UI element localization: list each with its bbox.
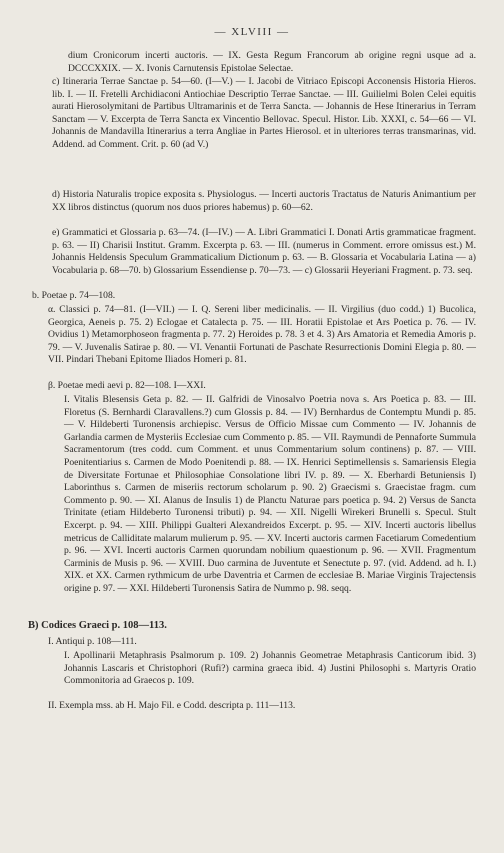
entry-exempla: II. Exempla mss. ab H. Majo Fil. e Codd. descripta p. 111—113. [48, 700, 296, 711]
entry-apollinarii: I. Apollinarii Metaphrasis Psalmorum p. 109. 2) Johannis Geometrae Metaphrasis Canticorum ibid. 3) Johannis Lascaris et Christophori (Rufi?) carmina graeca ibid. 4) Justini Philosophi s. Martyris Oratio Commonitoria ad Graecos p. 109. [64, 650, 476, 687]
section-poetae-medii-aevi: β. Poetae medi aevi p. 82—108. I—XXI. [48, 380, 206, 391]
entry-cronica: dium Cronicorum incerti auctoris. — IX. Gesta Regum Francorum ab origine regni usque ad a. DCCCXXIX. — X. Ivonis Carnutensis Epistolae Selectae. [68, 50, 476, 74]
entry-grammatici: e) Grammatici et Glossaria p. 63—74. (I—IV.) — A. Libri Grammatici I. Donati Artis grammaticae fragment. p. 63. — II) Charisii Institut. Gramm. Excerpta p. 63. — III. (numerus in Comment. errore omissus est.) M. Johannis Heldensis Speculum Grammaticalium Dictionum p. 63. — B. Glossaria et Vocabularia Latina — a) Vocabularia p. 68—70. b) Glossarium Essendiense p. 70—73. — c) Glossarii Heyeriani Fragment. p. 73. seq. [52, 227, 476, 276]
entry-classici: α. Classici p. 74—81. (I—VII.) — I. Q. Sereni liber medicinalis. — II. Virgilius (duo codd.) 1) Bucolica, Georgica, Aeneis p. 75. 2) Eclogae et Catalecta p. 75. — III. Horatii Epistolae et Ars Poetica p. 76. — IV. Ovidius 1) Metamorphoseon fragmenta p. 77. 2) Heroides p. 78. 3 et 4. 3) Ars Amatoria et Remedia Amoris p. 79. — V. Juvenalis Satirae p. 80. — VI. Venantii Fortunati de Paschate Resurrectionis Domini Elegia p. 80. — VII. Pindari Thebani Epitome Iliados Homeri p. 81. [48, 304, 476, 366]
page-number: — XLVIII — [214, 26, 290, 38]
entry-historia-naturalis: d) Historia Naturalis tropice exposita s. Physiologus. — Incerti auctoris Tractatus de Naturis Animantium per XX libros distinctus (quorum nos duos priores habemus) p. 60—62. [52, 189, 476, 213]
entry-poetae-list: I. Vitalis Blesensis Geta p. 82. — II. Galfridi de Vinosalvo Poetria nova s. Ars Poetica p. 83. — III. Floretus (S. Bernhardi Claravallens.?) cum Glossis p. 84. — IV) Bernhardus de Contemptu Mundi p. 85. — V. Hildeberti Turonensis archiepisc. Versus de Officio Missae cum Commento — IV. Johannis de Garlandia carmen de Mysteriis Ecclesiae cum Commento p. 85. — VII. Raymundi de Pennaforte Summula Sacramentorum (tres codd. cum Comment. et unus Commentarium solum continens) p. 87. — VIII. Poenitentiarius s. Carmen de Modo Poenitendi p. 88. — IX. Henrici Septimellensis s. Samariensis Elegia de Diversitate Fortunae et Philosophiae Consolatione libri IV. p. 89. — X. Eberhardi Betuniensis I) Laborinthus s. Carmen de miseriis rectorum scholarum p. 90. 2) Graecismi s. Graecistae fragm. cum Commento p. 90. — XI. Alanus de Insulis 1) de Planctu Naturae pars poetica p. 94. 2) Versus de Sancta Trinitate (etiam Hildeberto Turonensi tributi) p. 94. — XII. Nigelli Wirekeri Brunelli s. Specul. Stult Excerpt. p. 94. — XIII. Philippi Gualteri Alexandreidos Excerpt. p. 95. — XIV. Incerti auctoris libellus metricus de Calliditate malarum mulierum p. 95. — XV. Incerti auctoris carmen Facetiarum Comedentium p. 96. — XVI. Incerti auctoris Carmen quorundam nobilium quaestionum p. 96. — XVII. Fragmentum Carminis de Musis p. 96. — XVIII. Duo carmina de Juventute et Senectute p. 97. (vid. Addend. ad h. I.) XIX. et XX. Carmen rythmicum de urbe Daventria et Carmen de ecclesiae B. Mariae Virginis Trajectensis origine p. 97. — XXI. Hildeberti Turonensis Satira de Nummo p. 98. seqq. [64, 394, 476, 594]
entry-itineraria: c) Itineraria Terrae Sanctae p. 54—60. (I—V.) — I. Jacobi de Vitriaco Episcopi Acconensis Historia Hieros. lib. I. — II. Fretelli Archidiaconi Antiochiae Descriptio Terrae Sanctae. — III. Guilielmi Bolen Celei equitis aurati Hierosolymitani de Partibus Ultramarinis et de Terra Sancta. — Johannis de Hese Itinerarius in Terram Sanctam — V. Excerpta de Terra Sancta ex Vincentio Bellovac. Specul. Histor. Lib. XXXI, c. 54—66 — VI. Johannis de Mandavilla Itinerarius a terra Angliae in Partes Hierosol. et in ulteriores terras transmarinas, vid. Addend. ad Comment. Crit. p. 60 (ad V.) [52, 76, 476, 150]
section-codices-graeci: B) Codices Graeci p. 108—113. [28, 620, 167, 631]
section-antiqui: I. Antiqui p. 108—111. [48, 636, 137, 647]
section-poetae: b. Poetae p. 74—108. [32, 290, 116, 301]
